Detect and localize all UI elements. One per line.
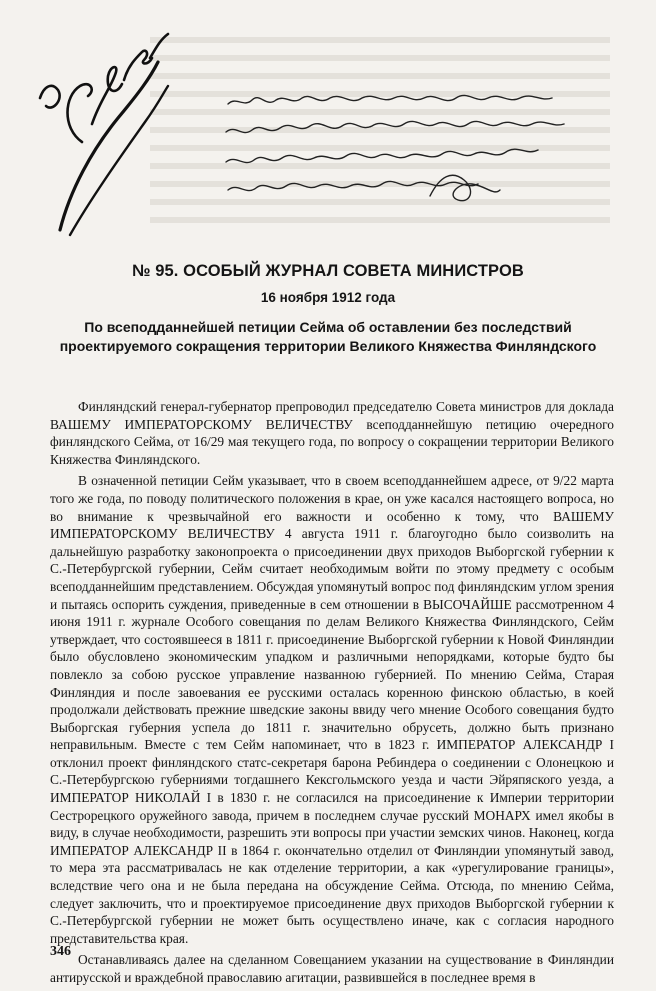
handwriting-strokes xyxy=(0,0,656,250)
paragraph: Останавливаясь далее на сделанном Совещанием указании на существование в Финляндии антирусской и враждебной православию агитации, развившейся в последнее время в xyxy=(50,952,614,985)
document-title: № 95. ОСОБЫЙ ЖУРНАЛ СОВЕТА МИНИСТРОВ xyxy=(132,262,524,280)
paragraph: Финляндский генерал-губернатор препроводил председателю Совета министров для доклада ВАШЕМУ ИМПЕРАТОРСКОМУ ВЕЛИЧЕСТВУ всеподданнейшую петицию очередного финляндского Сейма, от 16/29 мая текущего года, по вопросу о сокращении территории Великого Княжества Финляндского. xyxy=(50,399,614,467)
handwritten-resolution xyxy=(0,0,656,250)
document-subtitle: По всеподданнейшей петиции Сейма об оставлении без последствий проектируемого сокращения территории Великого Княжества Финляндского xyxy=(59,319,597,354)
paragraph: В означенной петиции Сейм указывает, что в своем всеподданнейшем адресе, от 9/22 марта того же года, по поводу политического положения в крае, он уже касался настоящего вопроса, но во внимание к чрезвычайной его важности и особенно к тому, что ВАШЕМУ ИМПЕРАТОРСКОМУ ВЕЛИЧЕСТВУ 4 августа 1911 г. благоугодно было соизволить на дальнейшую разработку законопроекта о присоединении двух приходов Выборгской губернии к С.-Петербургской губернии, Сейм считает необходимым войти по этому предмету с особым всеподданнейшим представлением. Обсуждая упомянутый вопрос под финляндским углом зрения и пытаясь оспорить суждения, приведенные в сем отношении в ВЫСОЧАЙШЕ рассмотренном 4 июня 1911 г. журнале Особого совещания по делам Великого Княжества Финляндского, Сейм утверждает, что состоявшееся в 1811 г. присоединение Выборгской губернии к Новой Финляндии было обусловлено экономическим упадком и различными непорядками, которые будто бы повлекло за собою русское управление названною губернией. По мнению Сейма, Старая Финляндия и после завоевания ее русскими осталась коренною финскою областью, в коей продолжали действовать прежние шведские законы ввиду чего мнение Особого совещания будто Выборгская губерния успела до 1811 г. значительно обрусеть, должно быть признано неправильным. Вместе с тем Сейм напоминает, что в 1823 г. ИМПЕРАТОР АЛЕКСАНДР I отклонил проект финляндского статс-секретаря барона Ребиндера о соединении с Олонецкою и С.-Петербургскою губерниями тогдашнего Кексгольмского уезда и части Эйряпяского уезда, а ИМПЕРАТОР НИКОЛАЙ I в 1830 г. не согласился на присоединение к Империи территории Сестрорецкого оружейного завода, причем в последнем случае русский МОНАРХ имел якобы в виду, в случае необходимости, разрешить эти вопросы при участии земских чинов. Наконец, когда ИМПЕРАТОР АЛЕКСАНДР II в 1864 г. окончательно отделил от Финляндии упомянутый завод, то мера эта рассматривалась не как отделение территории, а как «урегулирование границы», вследствие чего она и не была передана на обсуждение Сейма. Отсюда, по мнению Сейма, следует заключить, что и проектируемое присоединение двух приходов Выборгской губернии к С.-Петербургской губернии не может быть осуществлено иначе, как с согласия народного представительства края. xyxy=(50,473,614,946)
page-number: 346 xyxy=(50,944,71,959)
document-date: 16 ноября 1912 года xyxy=(260,290,396,305)
document-body xyxy=(50,398,614,991)
